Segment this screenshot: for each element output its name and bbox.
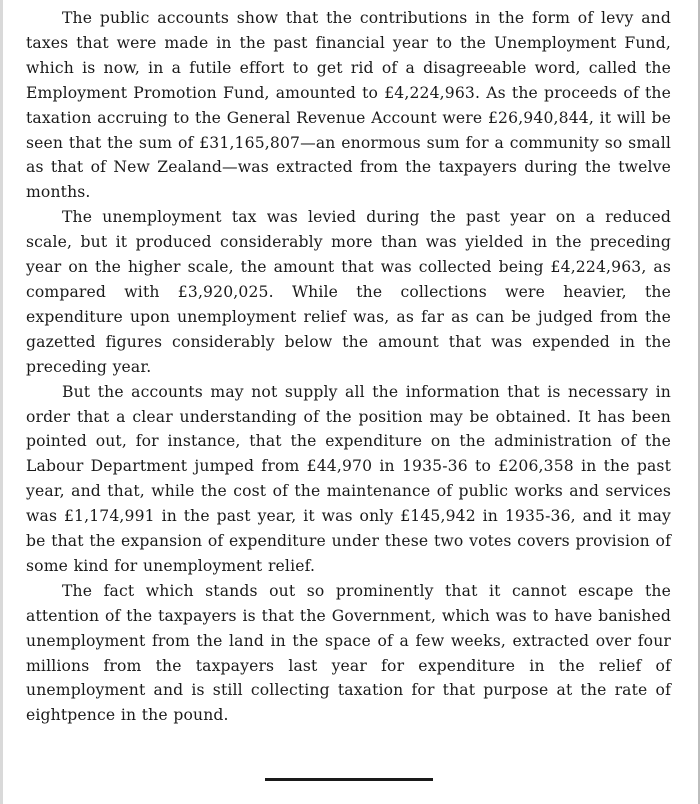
paragraph-1: The public accounts show that the contributions in the form of levy and taxes that were made in the past financial year to the Unemployment Fund, which is now, in a futile effort to get rid of a disagreeable word, called the Employment Promotion Fund, amounted to £4,224,963. As the proceeds of the taxation accruing to the General Revenue Account were £26,940,844, it will be seen that the sum of £31,165,807—an enormous sum for a community so small as that of New Zealand—was extracted from the taxpayers during the twelve months.	[26, 9, 671, 202]
paragraph-4: The fact which stands out so prominently that it cannot escape the attention of the taxpayers is that the Government, which was to have banished unemployment from the land in the space of a few weeks, extracted over four millions from the taxpayers last year for expenditure in the relief of unemployment and is still collecting taxation for that purpose at the rate of eightpence in the pound.	[26, 581, 671, 725]
article-body	[26, 6, 671, 728]
paragraph-2: The unemployment tax was levied during the past year on a reduced scale, but it produced considerably more than was yielded in the preceding year on the higher scale, the amount that was collected being £4,224,963, as compared with £3,920,025. While the collections were heavier, the expenditure upon unemployment relief was, as far as can be judged from the gazetted figures considerably below the amount that was expended in the preceding year.	[26, 208, 671, 376]
page-edge-left	[0, 0, 3, 804]
end-rule	[265, 778, 433, 781]
paragraph-3: But the accounts may not supply all the information that is necessary in order that a clear understanding of the position may be obtained. It has been pointed out, for instance, that the expenditure on the administration of the Labour Department jumped from £44,970 in 1935-36 to £206,358 in the past year, and that, while the cost of the maintenance of public works and services was £1,174,991 in the past year, it was only £145,942 in 1935-36, and it may be that the expansion of expenditure under these two votes covers provision of some kind for unemployment relief.	[26, 382, 671, 575]
